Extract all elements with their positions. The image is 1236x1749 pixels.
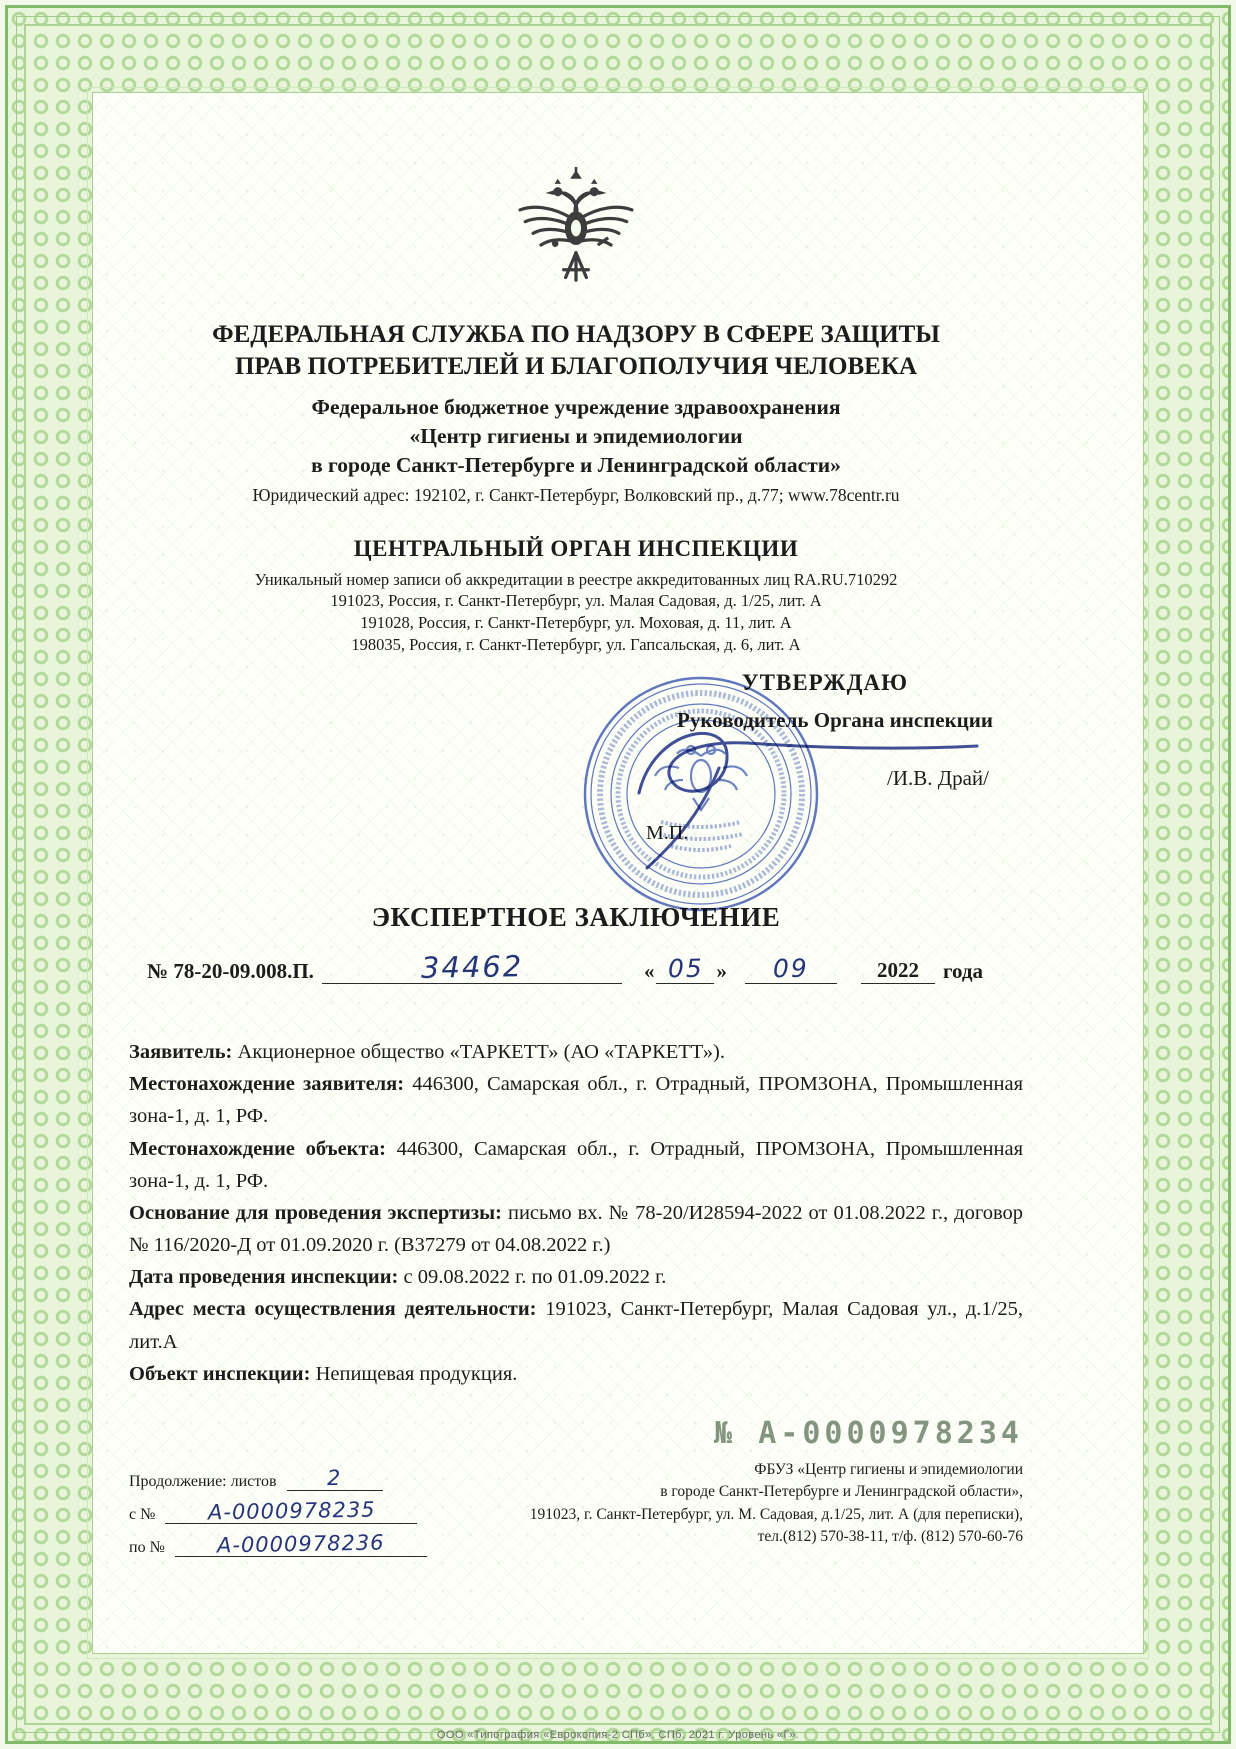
legal-address: Юридический адрес: 192102, г. Санкт-Петербург, Волковский пр., д.77; www.78centr.ru <box>252 484 900 505</box>
continuation-row <box>129 1467 427 1491</box>
approval-block <box>129 670 1023 902</box>
detail-inspection-date <box>129 1261 1023 1293</box>
detail-text: письмо вх. № 78-20/И28594-2022 от 01.08.2022 г., договор № 116/2020-Д от 01.09.2020 г. (В37279 от 04.08.2022 г.) <box>129 1201 1024 1257</box>
organization-contact <box>530 1459 1023 1549</box>
approver-title: Руководитель Органа инспекции <box>677 708 993 733</box>
institution-title <box>129 393 1023 481</box>
inspection-body-title: ЦЕНТРАЛЬНЫЙ ОРГАН ИНСПЕКЦИИ <box>353 535 799 561</box>
org-line-2: в городе Санкт-Петербурге и Ленинградской области», <box>660 1483 1023 1501</box>
continuation-blank <box>287 1467 383 1491</box>
agency-title-line1: ФЕДЕРАЛЬНАЯ СЛУЖБА ПО НАДЗОРУ В СФЕРЕ ЗАЩИТЫ <box>212 321 940 348</box>
agency-title <box>129 319 1023 383</box>
continuation-block <box>129 1458 427 1557</box>
detail-activity-address <box>129 1293 1023 1357</box>
handwritten-month: 09 <box>772 953 810 984</box>
from-label: с № <box>129 1505 156 1523</box>
month-blank-line <box>745 953 837 984</box>
conclusion-title: ЭКСПЕРТНОЕ ЗАКЛЮЧЕНИЕ <box>371 902 781 933</box>
number-blank-line <box>322 949 622 985</box>
form-serial-block <box>530 1416 1023 1549</box>
org-line-1: ФБУЗ «Центр гигиены и эпидемиологии <box>754 1460 1023 1478</box>
conclusion-number-prefix: № 78-20-09.008.П. <box>147 959 314 984</box>
bottom-block <box>129 1416 1023 1557</box>
to-blank <box>175 1530 427 1558</box>
from-blank <box>165 1497 417 1525</box>
to-label: по № <box>129 1538 165 1556</box>
quote-open: « <box>643 959 655 984</box>
day-blank-line <box>656 953 714 984</box>
detail-object-location <box>129 1133 1023 1197</box>
seal-place-label: М.П. <box>646 822 689 845</box>
institution-line2: «Центр гигиены и эпидемиологии <box>409 424 743 449</box>
detail-text: Акционерное общество «ТАРКЕТТ» (АО «ТАРКЕТТ»). <box>237 1041 725 1064</box>
detail-applicant <box>129 1036 1023 1068</box>
inspection-address-3: 198035, Россия, г. Санкт-Петербург, ул. Гапсальская, д. 6, лит. А <box>351 634 801 654</box>
inspection-address-1: 191023, Россия, г. Санкт-Петербург, ул. Малая Садовая, д. 1/25, лит. А <box>330 590 822 610</box>
print-shop-imprint: ООО «Типография «Еврокопия-2 СПб». СПб. 2021 г. Уровень «Г». <box>436 1729 800 1741</box>
year-suffix: года <box>942 959 983 984</box>
institution-line3: в городе Санкт-Петербурге и Ленинградской области» <box>311 453 841 478</box>
handwritten-day: 05 <box>667 953 704 984</box>
org-line-3: 191023, г. Санкт-Петербург, ул. М. Садовая, д.1/25, лит. А (для переписки), <box>529 1505 1023 1523</box>
detail-applicant-location <box>129 1068 1023 1132</box>
certificate-sheet <box>92 92 1144 1654</box>
detail-text: Непищевая продукция. <box>315 1362 518 1385</box>
to-serial-row <box>129 1530 427 1558</box>
inspection-addresses <box>129 590 1023 656</box>
approver-name: /И.В. Драй/ <box>887 766 989 791</box>
detail-text: 446300, Самарская обл., г. Отрадный, ПРОМЗОНА, Промышленная зона-1, д. 1, РФ. <box>129 1137 1024 1192</box>
continuation-label: Продолжение: листов <box>129 1472 277 1490</box>
details-section <box>129 1036 1023 1390</box>
institution-line1: Федеральное бюджетное учреждение здравоохранения <box>311 395 841 419</box>
detail-label: Заявитель: <box>129 1041 233 1064</box>
double-eagle-emblem <box>498 167 654 297</box>
handwritten-from-serial: А-0000978235 <box>207 1497 376 1525</box>
org-line-4: тел.(812) 570-38-11, т/ф. (812) 570-60-76 <box>757 1528 1023 1546</box>
certificate-content <box>93 93 1143 1557</box>
handwritten-number: 34462 <box>420 949 524 985</box>
detail-label: Местонахождение заявителя: <box>129 1073 405 1096</box>
detail-text: с 09.08.2022 г. по 01.09.2022 г. <box>403 1266 667 1289</box>
form-serial-number: № А-0000978234 <box>714 1415 1023 1451</box>
detail-label: Адрес места осуществления деятельности: <box>129 1298 537 1321</box>
from-serial-row <box>129 1497 427 1525</box>
printed-year: 2022 <box>876 958 919 983</box>
conclusion-number-line <box>129 949 1023 985</box>
detail-inspection-object <box>129 1358 1023 1390</box>
year-blank-line <box>861 958 935 984</box>
accreditation-number: Уникальный номер записи об аккредитации в реестре аккредитованных лиц RA.RU.710292 <box>254 569 898 589</box>
detail-label: Объект инспекции: <box>129 1362 311 1385</box>
detail-label: Дата проведения инспекции: <box>129 1266 399 1289</box>
detail-label: Основание для проведения экспертизы: <box>129 1201 502 1224</box>
detail-text: 191023, Санкт-Петербург, Малая Садовая ул., д.1/25, лит.А <box>129 1298 1023 1353</box>
approve-label: УТВЕРЖДАЮ <box>741 670 908 696</box>
detail-text: 446300, Самарская обл., г. Отрадный, ПРОМЗОНА, Промышленная зона-1, д. 1, РФ. <box>129 1073 1024 1128</box>
handwritten-sheets-count: 2 <box>327 1465 343 1491</box>
handwritten-to-serial: А-0000978236 <box>216 1530 385 1558</box>
inspection-address-2: 191028, Россия, г. Санкт-Петербург, ул. Моховая, д. 11, лит. А <box>360 612 792 632</box>
detail-basis <box>129 1197 1023 1261</box>
agency-title-line2: ПРАВ ПОТРЕБИТЕЛЕЙ И БЛАГОПОЛУЧИЯ ЧЕЛОВЕКА <box>234 353 918 380</box>
detail-label: Местонахождение объекта: <box>129 1137 386 1160</box>
quote-close: » <box>716 959 727 984</box>
signature <box>569 698 999 898</box>
